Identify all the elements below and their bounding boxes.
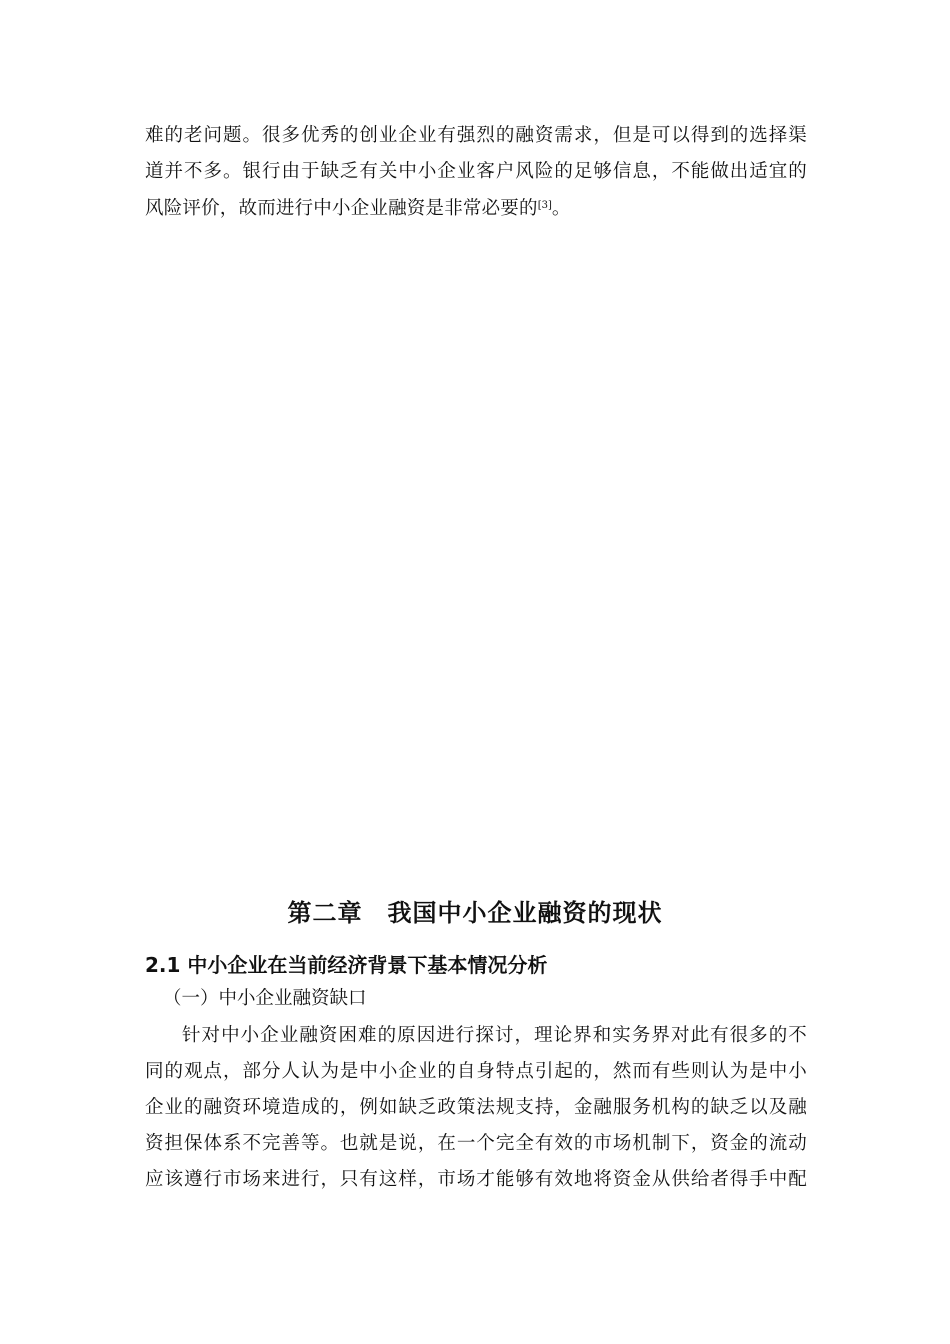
paragraph-text: 风险评价，故而进行中小企业融资是非常必要的 [145,198,538,219]
paragraph-line: 企业的融资环境造成的，例如缺乏政策法规支持，金融服务机构的缺乏以及融 [145,1097,807,1118]
paragraph-line: 难的老问题。很多优秀的创业企业有强烈的融资需求，但是可以得到的选择渠 [145,125,807,146]
paragraph-line: 同的观点，部分人认为是中小企业的自身特点引起的，然而有些则认为是中小 [145,1061,807,1082]
paragraph-line: 针对中小企业融资困难的原因进行探讨，理论界和实务界对此有很多的不 [182,1025,807,1046]
section-title: 2.1 中小企业在当前经济背景下基本情况分析 [145,953,548,977]
paragraph-line: 资担保体系不完善等。也就是说，在一个完全有效的市场机制下，资金的流动 [145,1133,807,1154]
paragraph-line [145,195,807,223]
citation-ref: [3] [537,200,552,211]
paragraph-line: 应该遵行市场来进行，只有这样，市场才能够有效地将资金从供给者得手中配 [145,1169,807,1190]
paragraph-line: 道并不多。银行由于缺乏有关中小企业客户风险的足够信息，不能做出适宜的 [145,161,807,182]
subsection-title: （一）中小企业融资缺口 [163,988,367,1009]
chapter-title: 第二章 我国中小企业融资的现状 [287,899,663,927]
paragraph-text: 。 [551,198,571,219]
